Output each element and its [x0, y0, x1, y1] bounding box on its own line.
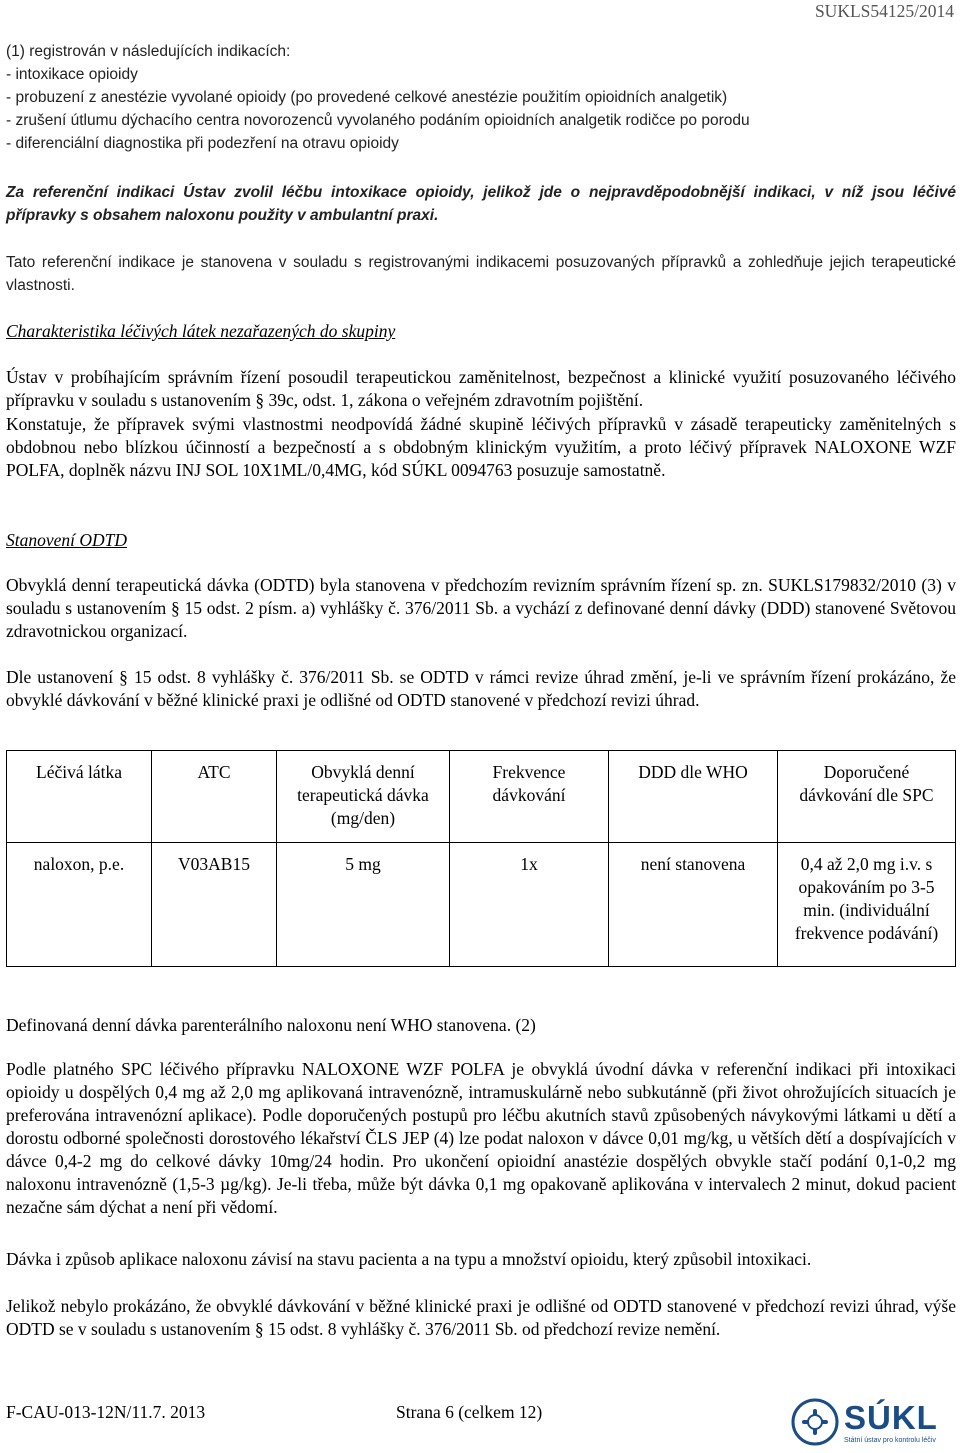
table-header-cell: Léčivá látka — [7, 751, 152, 843]
sukl-emblem-icon — [790, 1397, 840, 1447]
indications-block — [6, 40, 956, 155]
odtd-para-2: Dle ustanovení § 15 odst. 8 vyhlášky č. 376/2011 Sb. se ODTD v rámci revize úhrad změní, je-li ve správním řízení prokázáno, že obvyklé dávkování v běžné klinické praxi je odlišné od ODTD stanovené v předchozí revizi úhrad. — [6, 667, 956, 710]
indications-intro: (1) registrován v následujících indikacích: — [6, 43, 291, 60]
table-header-cell: DDD dle WHO — [609, 751, 778, 843]
characteristics-para-1: Ústav v probíhajícím správním řízení posoudil terapeutickou zaměnitelnost, bezpečnost a klinické využití posuzovaného léčivého přípravku v souladu s ustanovením § 39c, odst. 1, zákona o veřejném zdravotním pojištění. — [6, 367, 956, 410]
odtd-para-1: Obvyklá denní terapeutická dávka (ODTD) byla stanovena v předchozím revizním správním řízení sp. zn. SUKLS179832/2010 (3) v souladu s ustanovením § 15 odst. 2 písm. a) vyhlášky č. 376/2011 Sb. a vychází z definované denní dávky (DDD) stanovené Světovou zdravotnickou organizací. — [6, 575, 956, 641]
indication-item: - intoxikace opioidy — [6, 66, 138, 83]
reference-indication: Za referenční indikaci Ústav zvolil léčbu intoxikace opioidy, jelikož jde o nejpravděpodobnější indikaci, v níž jsou léčivé přípravky s obsahem naloxonu použity v ambulantní praxi. — [6, 184, 956, 224]
sukl-logo — [790, 1397, 954, 1447]
indication-item: - zrušení útlumu dýchacího centra novorozenců vyvolaného podáním opioidních analgetik rodičce po porodu — [6, 112, 750, 129]
dose-table — [6, 750, 956, 967]
table-header-cell: ATC — [152, 751, 277, 843]
table-cell: 0,4 až 2,0 mg i.v. s opakováním po 3-5 min. (individuální frekvence podávání) — [778, 843, 956, 967]
indication-item: - diferenciální diagnostika při podezření na otravu opioidy — [6, 135, 399, 152]
table-header-cell: Obvyklá denní terapeutická dávka (mg/den) — [277, 751, 450, 843]
dose-dependency-note: Dávka i způsob aplikace naloxonu závisí na stavu pacienta a na typu a množství opioidu, který způsobil intoxikaci. — [6, 1249, 812, 1269]
table-row — [7, 843, 956, 967]
table-cell: 5 mg — [277, 843, 450, 967]
section-heading-odtd: Stanovení ODTD — [6, 530, 128, 550]
table-cell: 1x — [450, 843, 609, 967]
spc-paragraph: Podle platného SPC léčivého přípravku NALOXONE WZF POLFA je obvyklá úvodní dávka v referenční indikaci při intoxikaci opioidy u dospělých 0,4 mg až 2,0 mg aplikovaná intravenózně, intramuskulárně nebo subkutánně (při život ohrožujících situacích je preferována intravenózní aplikace). Podle doporučených postupů pro léčbu akutních stavů způsobených návykovými látkami u dětí a dorostu odborné společnosti dorostového lékařství ČLS JEP (4) lze podat naloxon v dávce 0,01 mg/kg, u větších dětí a dospívajících v dávce 0,4-2 mg do celkové dávky 10mg/24 hodin. Pro ukončení opioidní anastézie dospělých obvykle stačí podání 0,1-0,2 mg naloxonu intravenózně (1,5-3 µg/kg). Je-li třeba, může být dávka 0,1 mg opakovaně aplikována v intervalech 2 minut, dokud pacient nezačne sám dýchat a není při vědomí. — [6, 1059, 956, 1217]
ddd-note: Definovaná denní dávka parenterálního naloxonu není WHO stanovena. (2) — [6, 1015, 536, 1035]
table-header-cell: Doporučené dávkování dle SPC — [778, 751, 956, 843]
indication-item: - probuzení z anestézie vyvolané opioidy (po provedené celkové anestézie použitím opioidních analgetik) — [6, 89, 728, 106]
odtd-conclusion: Jelikož nebylo prokázáno, že obvyklé dávkování v běžné klinické praxi je odlišné od ODTD stanovené v předchozí revizi úhrad, výše ODTD se v souladu s ustanovením § 15 odst. 8 vyhlášky č. 376/2011 Sb. od předchozí revize nemění. — [6, 1296, 956, 1339]
table-header-row — [7, 751, 956, 843]
sukl-logo-subtitle: Státní ústav pro kontrolu léčiv — [844, 1437, 936, 1444]
reference-note: Tato referenční indikace je stanovena v souladu s registrovanými indikacemi posuzovaných přípravků a zohledňuje jejich terapeutické vlastnosti. — [6, 254, 956, 294]
section-heading-characteristics: Charakteristika léčivých látek nezařazených do skupiny — [6, 321, 396, 341]
page-number: Strana 6 (celkem 12) — [396, 1402, 543, 1422]
sukl-logo-text: SÚKL — [844, 1399, 938, 1436]
characteristics-para-2: Konstatuje, že přípravek svými vlastnostmi neodpovídá žádné skupině léčivých přípravků v zásadě terapeuticky zaměnitelných s obdobnou nebo blízkou účinností a bezpečností a s obdobným klinickým využitím, a proto léčivý přípravek NALOXONE WZF POLFA, doplněk názvu INJ SOL 10X1ML/0,4MG, kód SÚKL 0094763 posuzuje samostatně. — [6, 414, 956, 480]
table-cell: V03AB15 — [152, 843, 277, 967]
table-header-cell: Frekvence dávkování — [450, 751, 609, 843]
table-cell: naloxon, p.e. — [7, 843, 152, 967]
table-cell: není stanovena — [609, 843, 778, 967]
form-code: F-CAU-013-12N/11.7. 2013 — [6, 1402, 206, 1422]
document-id: SUKLS54125/2014 — [814, 1, 954, 21]
